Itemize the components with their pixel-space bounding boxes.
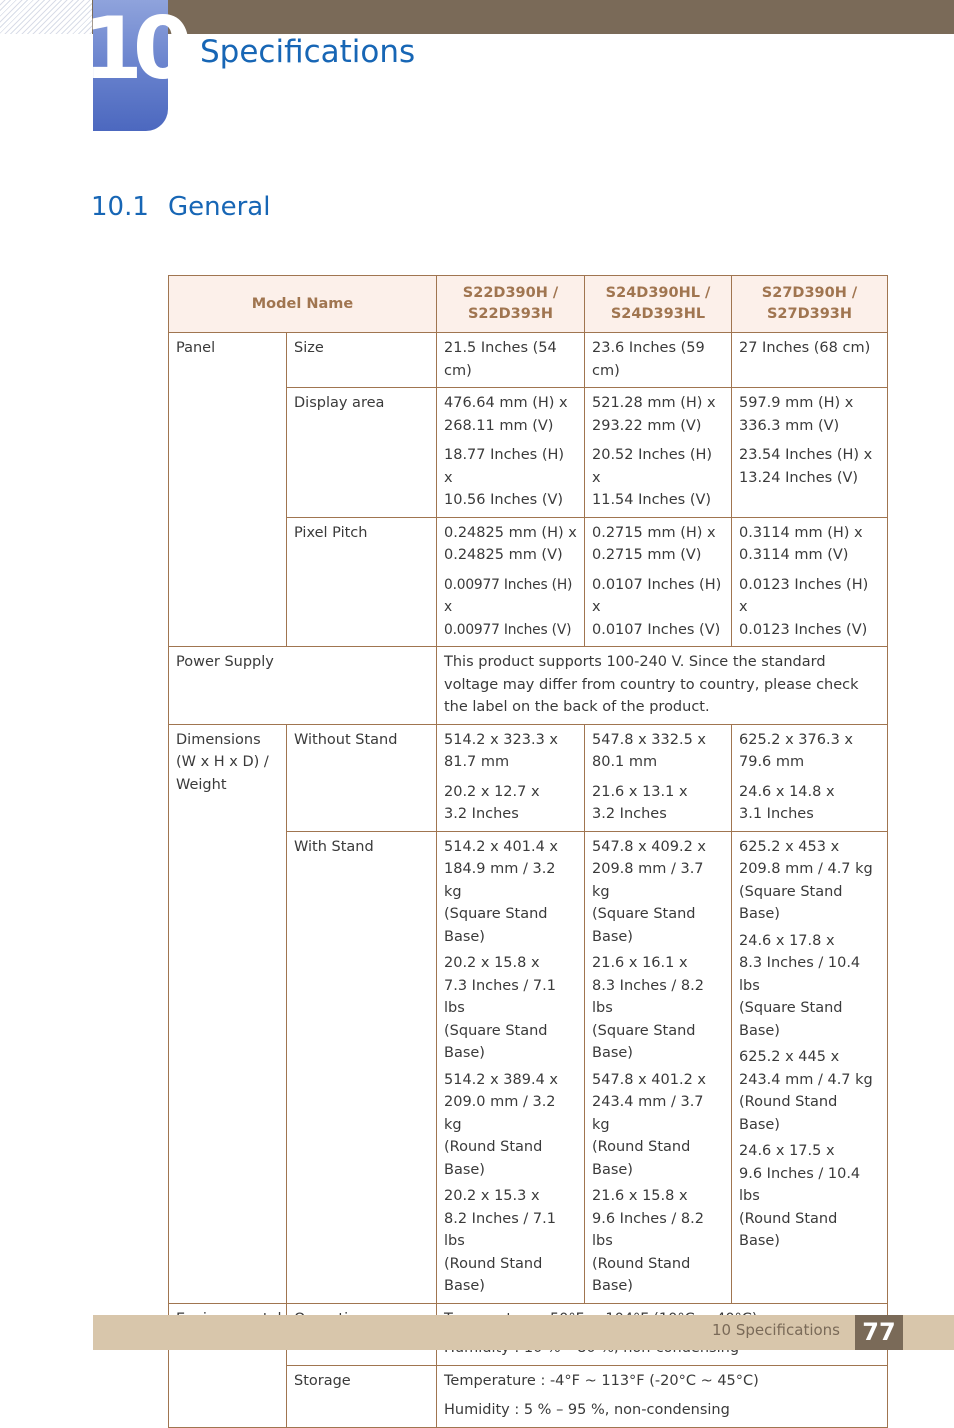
table-header-row (169, 276, 888, 333)
pixel-pitch-value: 0.3114 mm (H) x 0.3114 mm (V) 0.0123 Inches (H) x 0.0123 Inches (V) (732, 517, 888, 647)
page-number: 77 (855, 1315, 903, 1350)
size-value: 23.6 Inches (59 cm) (585, 333, 732, 388)
panel-label: Panel (169, 333, 287, 647)
pixel-pitch-value: 0.24825 mm (H) x 0.24825 mm (V) 0.00977 Inches (H) x 0.00977 Inches (V) (437, 517, 585, 647)
with-stand-value: 547.8 x 409.2 x 209.8 mm / 3.7 kg (Square Stand Base) 21.6 x 16.1 x 8.3 Inches / 8.2 lbs (Square Stand Base) 547.8 x 401.2 x 243.4 mm / 3.7 kg (Round Stand Base) 21.6 x 15.8 x 9.6 Inches / 8.2 lbs (Round Stand Base) (585, 831, 732, 1303)
model-header-27: S27D390H / S27D393H (732, 276, 888, 333)
size-label: Size (287, 333, 437, 388)
display-area-value: 597.9 mm (H) x 336.3 mm (V) 23.54 Inches (H) x 13.24 Inches (V) (732, 388, 888, 518)
storage-conditions (437, 1365, 888, 1427)
with-stand-value: 625.2 x 453 x 209.8 mm / 4.7 kg (Square Stand Base) 24.6 x 17.8 x 8.3 Inches / 10.4 lbs (Square Stand Base) 625.2 x 445 x 243.4 mm / 4.7 kg (Round Stand Base) 24.6 x 17.5 x 9.6 Inches / 10.4 lbs (Round Stand Base) (732, 831, 888, 1303)
without-stand-value: 547.8 x 332.5 x 80.1 mm 21.6 x 13.1 x 3.2 Inches (585, 724, 732, 831)
chapter-number-block (83, 0, 183, 131)
power-supply-label: Power Supply (169, 647, 437, 725)
without-stand-value: 625.2 x 376.3 x 79.6 mm 24.6 x 14.8 x 3.1 Inches (732, 724, 888, 831)
with-stand-value: 514.2 x 401.4 x 184.9 mm / 3.2 kg (Square Stand Base) 20.2 x 15.8 x 7.3 Inches / 7.1 lbs (Square Stand Base) 514.2 x 389.4 x 209.0 mm / 3.2 kg (Round Stand Base) 20.2 x 15.3 x 8.2 Inches / 7.1 lbs (Round Stand Base) (437, 831, 585, 1303)
pixel-pitch-value: 0.2715 mm (H) x 0.2715 mm (V) 0.0107 Inches (H) x 0.0107 Inches (V) (585, 517, 732, 647)
model-header-22: S22D390H / S22D393H (437, 276, 585, 333)
specifications-table (168, 275, 888, 1428)
display-area-value: 521.28 mm (H) x 293.22 mm (V) 20.52 Inches (H) x 11.54 Inches (V) (585, 388, 732, 518)
without-stand-label: Without Stand (287, 724, 437, 831)
without-stand-value: 514.2 x 323.3 x 81.7 mm 20.2 x 12.7 x 3.2 Inches (437, 724, 585, 831)
storage-temperature: Temperature : -4°F ~ 113°F (-20°C ~ 45°C) (444, 1372, 759, 1389)
storage-humidity: Humidity : 5 % – 95 %, non-condensing (444, 1402, 730, 1418)
section-title (91, 192, 270, 222)
header-bar (92, 0, 954, 34)
model-name-header: Model Name (169, 276, 437, 333)
section-name: General (168, 192, 271, 222)
power-supply-text: This product supports 100-240 V. Since the standard voltage may differ from country to country, please check the label on the back of the product. (437, 647, 888, 725)
footer-chapter-label: 10 Specifications (712, 1321, 840, 1339)
table-row (169, 647, 888, 725)
with-stand-label: With Stand (287, 831, 437, 1303)
chapter-number: 10 (83, 0, 183, 99)
size-value: 21.5 Inches (54 cm) (437, 333, 585, 388)
chapter-title: Specifications (200, 34, 416, 70)
dimensions-label: Dimensions (W x H x D) / Weight (169, 724, 287, 1303)
table-row (169, 724, 888, 831)
header-hatch-pattern (0, 0, 92, 34)
size-value: 27 Inches (68 cm) (732, 333, 888, 388)
display-area-value: 476.64 mm (H) x 268.11 mm (V) 18.77 Inches (H) x 10.56 Inches (V) (437, 388, 585, 518)
model-header-24: S24D390HL / S24D393HL (585, 276, 732, 333)
display-area-label: Display area (287, 388, 437, 518)
pixel-pitch-label: Pixel Pitch (287, 517, 437, 647)
storage-label: Storage (287, 1365, 437, 1427)
section-number: 10.1 (91, 192, 149, 222)
table-row (169, 333, 888, 388)
